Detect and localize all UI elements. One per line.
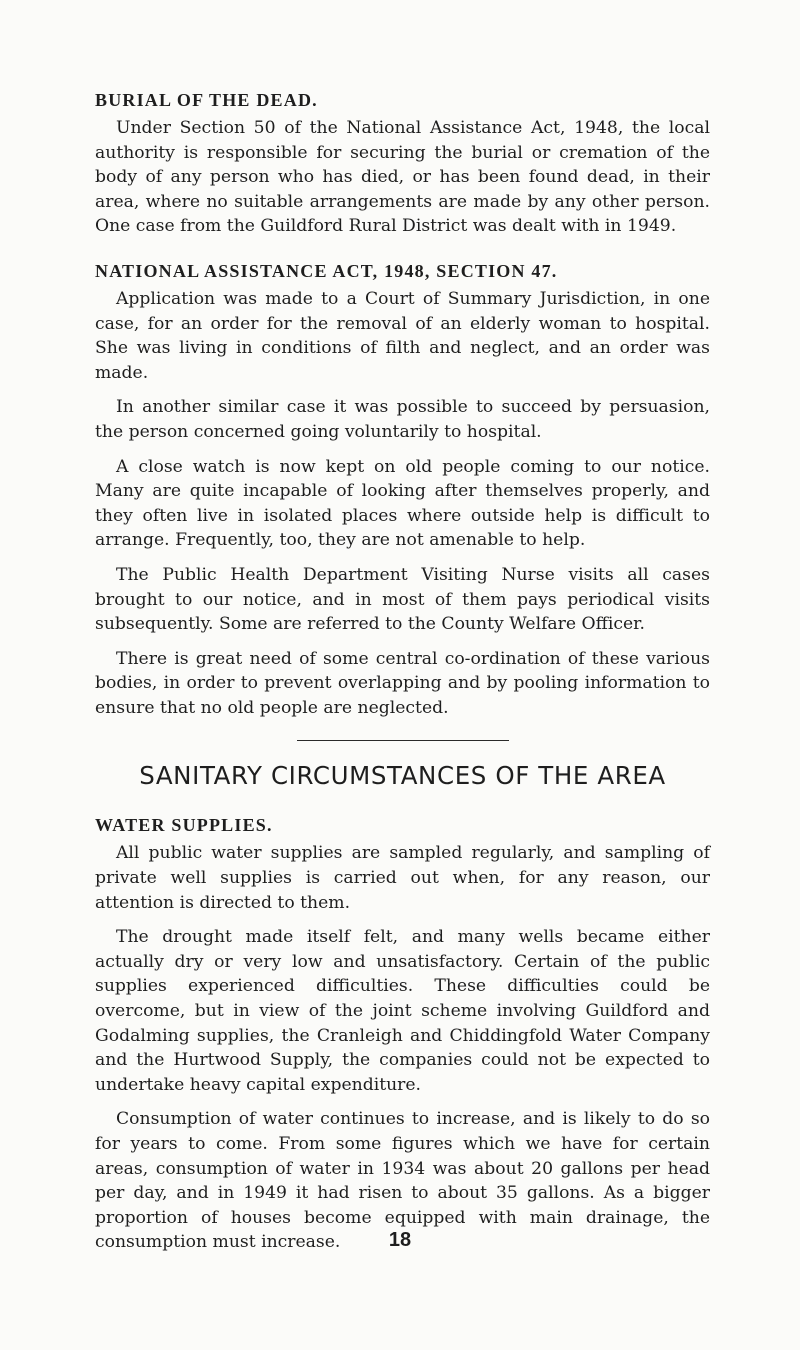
page-number: 18: [388, 1229, 412, 1251]
paragraph: In another similar case it was possible to succeed by persuasion, the person concerned going voluntarily to hospital.: [95, 397, 710, 442]
burial-section: [95, 88, 710, 239]
national-assistance-section: [95, 259, 710, 721]
section-heading: WATER SUPPLIES.: [95, 815, 273, 836]
paragraph: Application was made to a Court of Summary Jurisdiction, in one case, for an order for the removal of an elderly woman to hospital. She was living in conditions of filth and neglect, and an order was made.: [95, 288, 710, 383]
section-heading: NATIONAL ASSISTANCE ACT, 1948, SECTION 47.: [95, 260, 558, 281]
document-page: [95, 88, 710, 1275]
section-heading: BURIAL OF THE DEAD.: [95, 90, 318, 110]
paragraph: Under Section 50 of the National Assistance Act, 1948, the local authority is responsible for securing the burial or cremation of the body of any person who has died, or has been found dead, in their area, where no suitable arrangements are made by any other person. One case from the Guildford Rural District was dealt with in 1949.: [95, 118, 710, 237]
water-supplies-section: [95, 813, 710, 1255]
paragraph: There is great need of some central co-ordination of these various bodies, in order to prevent overlapping and by pooling information to ensure that no old people are neglected.: [95, 648, 710, 718]
paragraph: The drought made itself felt, and many wells became either actually dry or very low and unsatisfactory. Certain of the public supplies experienced difficulties. These difficulties could be overcome, but in view of the joint scheme involving Guildford and Godalming supplies, the Cranleigh and Chiddingfold Water Company and the Hurtwood Supply, the companies could not be expected to undertake heavy capital expenditure.: [95, 927, 710, 1095]
paragraph: Consumption of water continues to increase, and is likely to do so for years to come. From some figures which we have for certain areas, consumption of water in 1934 was about 20 gallons per head per day, and in 1949 it had risen to about 35 gallons. As a bigger proportion of houses become equipped with main drainage, the consumption must increase.: [95, 1109, 710, 1253]
horizontal-divider: [297, 740, 509, 741]
paragraph: A close watch is now kept on old people coming to our notice. Many are quite incapable of looking after themselves properly, and they often live in isolated places where outside help is difficult to arrange. Frequently, too, they are not amenable to help.: [95, 456, 710, 551]
paragraph: All public water supplies are sampled regularly, and sampling of private well supplies is carried out when, for any reason, our attention is directed to them.: [95, 843, 710, 913]
section-title: SANITARY CIRCUMSTANCES OF THE AREA: [139, 761, 666, 791]
paragraph: The Public Health Department Visiting Nurse visits all cases brought to our notice, and in most of them pays periodical visits subsequently. Some are referred to the County Welfare Officer.: [95, 564, 710, 635]
